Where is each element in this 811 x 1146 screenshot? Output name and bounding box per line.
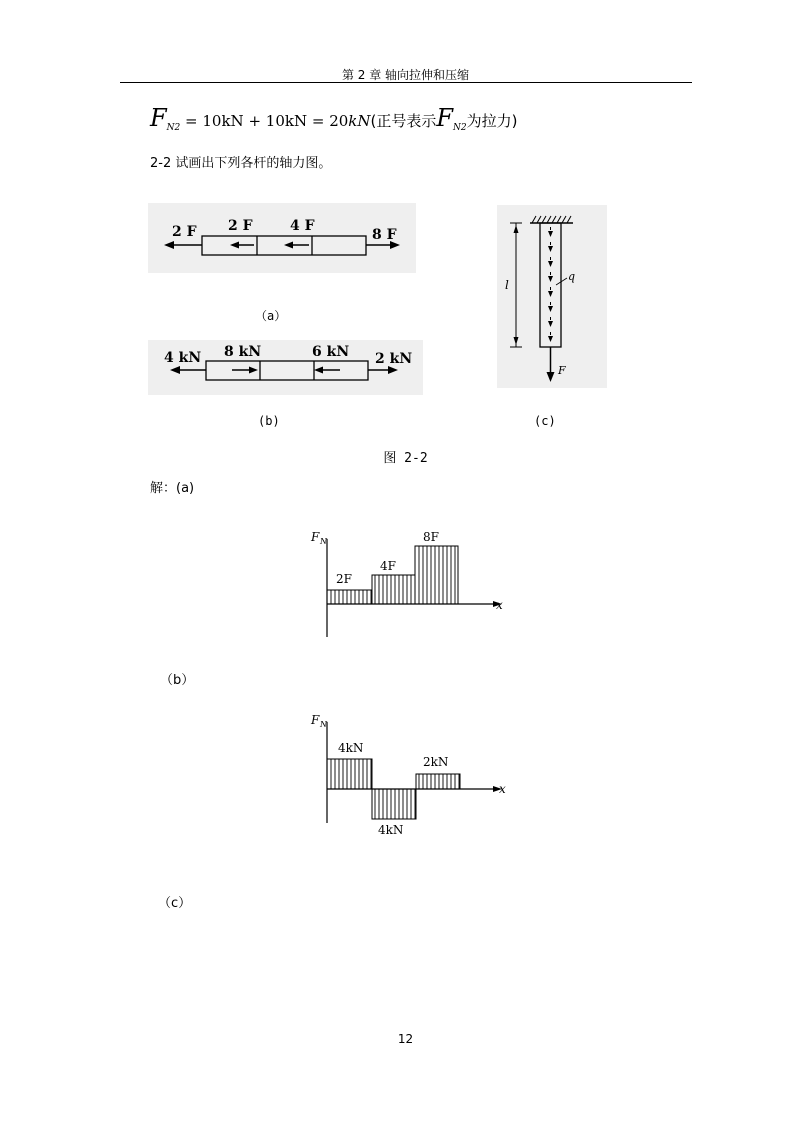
equation-line (150, 104, 518, 133)
diagram-b-y-sub: N (320, 720, 327, 729)
solution-label: 解：(a) (150, 481, 195, 496)
header-rule (120, 82, 692, 83)
fig-b-force-2: 6 kN (312, 344, 350, 360)
figure-c-hanging-bar (497, 205, 607, 388)
equation-note-F: F (436, 104, 454, 132)
diagram-c-heading: （c） (158, 896, 192, 911)
fig-b-left-force: 4 kN (164, 350, 202, 366)
equation-F: F (150, 104, 167, 132)
diagram-a-y-axis: F (311, 530, 320, 544)
diagram-b-label-2kn: 2kN (423, 755, 449, 769)
diagram-b-x-axis: x (499, 782, 506, 796)
fig-a-caption: （a） (255, 309, 287, 323)
fig-b-right-force: 2 kN (375, 351, 413, 367)
fig-a-right-force: 8 F (372, 227, 397, 243)
diagram-a-label-8f: 8F (423, 530, 439, 544)
problem-statement: 2-2 试画出下列各杆的轴力图。 (150, 156, 332, 171)
diagram-a-x-axis: x (496, 598, 503, 612)
fig-a-force-2: 4 F (290, 218, 315, 234)
page-header-title: 第 2 章 轴向拉伸和压缩 (341, 68, 470, 82)
diagram-a-label-2f: 2F (336, 572, 352, 586)
fig-b-caption: (b) (258, 414, 280, 428)
diagram-b-heading: （b） (160, 673, 195, 688)
equation-note-sub: N2 (453, 123, 467, 133)
fig-c-load-label: q (568, 270, 576, 283)
axial-force-diagram-a (305, 525, 510, 640)
fig-c-caption: (c) (534, 414, 556, 428)
fig-a-left-force: 2 F (172, 224, 197, 240)
fig-b-force-1: 8 kN (224, 344, 262, 360)
diagram-b-label-negative-4kn: 4kN (378, 823, 404, 837)
page-number: 12 (397, 1032, 414, 1046)
equation-body: = 10kN + 10kN = 20 (185, 112, 349, 130)
fig-a-force-1: 2 F (228, 218, 253, 234)
fig-c-length-label: l (505, 278, 509, 292)
equation-note-open: (正号表示 (370, 112, 437, 130)
fig-c-force-label: F (558, 364, 566, 377)
equation-note-close: 为拉力) (466, 112, 518, 130)
figure-a-bar (148, 203, 416, 273)
figure-label: 图 2-2 (383, 451, 428, 466)
diagram-b-label-positive-4kn: 4kN (338, 741, 364, 755)
equation-unit: kN (348, 112, 371, 130)
axial-force-diagram-b (305, 710, 513, 838)
figure-b-bar (148, 340, 423, 395)
equation-sub: N2 (166, 123, 181, 133)
diagram-a-y-sub: N (320, 537, 327, 546)
diagram-b-y-axis: F (311, 713, 320, 727)
diagram-a-label-4f: 4F (380, 559, 396, 573)
